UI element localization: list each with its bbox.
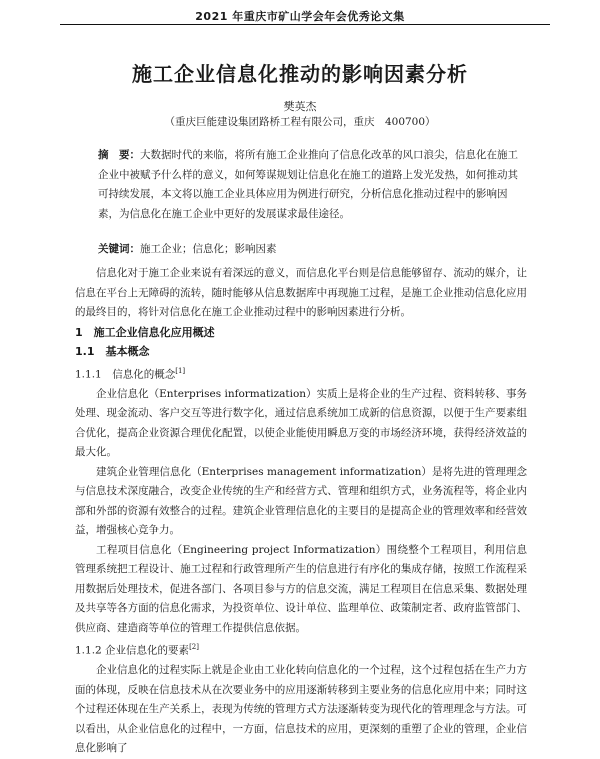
intro-paragraph: 信息化对于施工企业来说有着深远的意义，而信息化平台则是信息能够留存、流动的媒介，让信息在平台上无障碍的流转，随时能够从信息数据库中再现施工过程，是施工企业推动信息化应用的最终目的，将针对信息化在施工企业推动过程中的影响因素进行分析。 — [75, 267, 527, 318]
abstract-text: 大数据时代的来临，将所有施工企业推向了信息化改革的风口浪尖，信息化在施工企业中被赋予什么样的意义，如何筹谋规划让信息化在施工的道路上发光发热，如何推动其可持续发展，本文将以施工企业具体应用为例进行研究，分析信息化推动过程中的影响因素，为信息化在施工企业中更好的发展谋求最佳途径。 — [98, 149, 518, 220]
section-heading-1-1: 1.1 基本概念 — [75, 345, 150, 358]
keywords-text: 施工企业；信息化；影响因素 — [140, 243, 277, 255]
paragraph-enterprise-informatization: 企业信息化（Enterprises informatization）实质上是将企业的生产过程、资料转移、事务处理、现金流动、客户交互等进行数字化，通过信息系统加工成新的信息资源，以便于生产要素组合优化，提高企业资源合理优化配置，以使企业能使用瞬息万变的市场经济环境，获得经济效益的最大化。 — [75, 387, 527, 458]
section-heading-1-1-2 — [75, 638, 527, 661]
keywords — [98, 241, 518, 256]
abstract-label: 摘 要： — [98, 149, 140, 161]
heading-1-1-2-text: 1.1.2 企业信息化的要素 — [75, 644, 190, 657]
section-heading-1-1-1 — [75, 362, 527, 385]
section-heading-1: 1 施工企业信息化应用概述 — [75, 325, 215, 339]
paper-title: 施工企业信息化推动的影响因素分析 — [132, 62, 468, 86]
paragraph-informatization-elements: 企业信息化的过程实际上就是企业由工业化转向信息化的一个过程，这个过程包括在生产力方面的体现，反映在信息技术从在次要业务中的应用逐渐转移到主要业务的信息化应用中来；同时这个过程还体现在生产关系上，表现为传统的管理方式方法逐渐转变为现代化的管理理念与方法。可以看出，从企业信息化的过程中，一方面，信息技术的应用，更深刻的重塑了企业的管理，企业信息化影响了 — [75, 664, 527, 754]
reference-1: [1] — [175, 366, 186, 375]
author-affiliation: （重庆巨能建设集团路桥工程有限公司，重庆 400700） — [164, 116, 436, 128]
header-rule — [60, 24, 550, 25]
body-text — [75, 264, 527, 759]
author-name: 樊英杰 — [283, 100, 317, 113]
keywords-label: 关键词： — [98, 243, 140, 255]
paragraph-project-informatization: 工程项目信息化（Engineering project Informatization）围绕整个工程项目，利用信息管理系统把工程设计、施工过程和行政管理所产生的信息进行有序化的集成存储，按照工作流程采用数据后处理技术，促进各部门、各项目参与方的信息交流，满足工程项目在信息采集、数据处理及共享等各方面的信息化需求，为投资单位、设计单位、监理单位、政策制定者、政府监管部门、供应商、建造商等单位的管理工作提供信息依据。 — [75, 543, 527, 634]
reference-2: [2] — [189, 643, 199, 651]
heading-1-1-1-text: 1.1.1 信息化的概念 — [75, 368, 176, 380]
paragraph-management-informatization: 建筑企业管理信息化（Enterprises management informatization）是将先进的管理理念与信息技术深度融合，改变企业传统的生产和经营方式、管理和组织方式，业务流程等，将企业内部和外部的资源有效整合的过程。建筑企业管理信息化的主要目的是提高企业的管理效率和经营效益，增强核心竞争力。 — [75, 465, 527, 536]
running-header: 2021 年重庆市矿山学会年会优秀论文集 — [195, 10, 405, 23]
abstract — [98, 146, 518, 224]
